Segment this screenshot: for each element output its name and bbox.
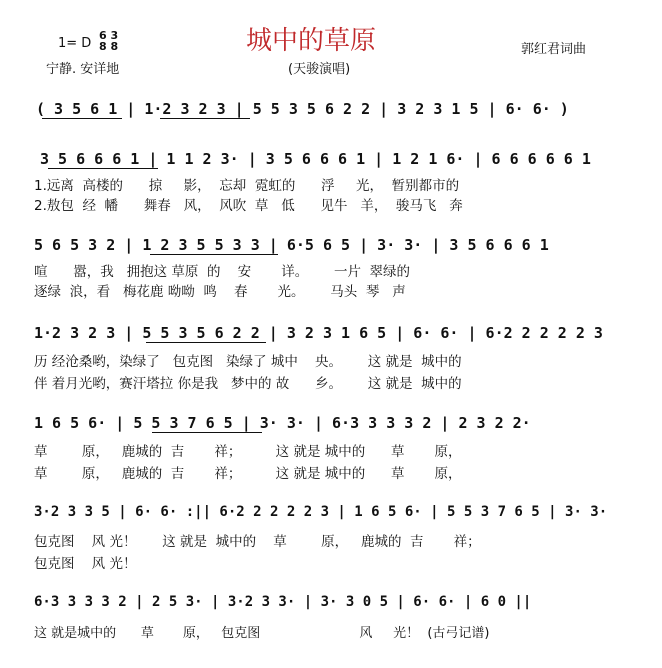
lyric-row-7-verse-1: 这 就是城中的 草 原， 包克图 风 光！ (古弓记谱): [34, 626, 490, 641]
notation-row-4: 1·2 3 2 3 | 5 5 3 5 6 2 2 | 3 2 3 1 6 5 | 6· 6· | 6·2 2 2 2 2 3: [34, 324, 603, 342]
tempo-marking: 宁静. 安详地: [46, 62, 120, 77]
lyric-row-4-verse-1: 历 经沧桑哟，染绿了 包克图 染绿了 城中 央。 这 就是 城中的: [34, 354, 462, 370]
author-credit: 郭红君词曲: [521, 42, 587, 57]
lyric-row-3-verse-2: 逐绿 浪，看 梅花鹿 呦呦 鸣 春 光。 马头 琴 声: [34, 284, 406, 300]
lyric-row-3-verse-1: 喧 嚣，我 拥抱这 草原 的 安 详。 一片 翠绿的: [34, 264, 411, 280]
key-signature: 1= D: [58, 36, 92, 51]
lyric-row-4-verse-2: 伴 着月光哟，赛汗塔拉 你是我 梦中的 故 乡。 这 就是 城中的: [34, 376, 462, 392]
lyric-row-2-verse-1: 1.远离 高楼的 掠 影， 忘却 霓虹的 浮 光， 暂别都市的: [34, 178, 460, 194]
singer-credit: (天骏演唱): [288, 62, 351, 77]
notation-row-7: 6·3 3 3 3 2 | 2 5 3· | 3·2 3 3· | 3· 3 0 5 | 6· 6· | 6 0 ||: [34, 594, 532, 610]
lyric-row-5-verse-1: 草 原， 鹿城的 吉 祥； 这 就是 城中的 草 原，: [34, 444, 462, 460]
notation-row-2: 3 5 6 6 6 1 | 1 1 2 3· | 3 5 6 6 6 1 | 1 2 1 6· | 6 6 6 6 6 1: [40, 150, 591, 168]
lyric-row-6-verse-2: 包克图 风 光！: [34, 556, 137, 572]
notation-row-3: 5 6 5 3 2 | 1 2 3 5 5 3 3 | 6·5 6 5 | 3· 3· | 3 5 6 6 6 1: [34, 236, 549, 254]
page-title: 城中的草原: [246, 26, 377, 56]
notation-row-6: 3·2 3 3 5 | 6· 6· :|| 6·2 2 2 2 2 3 | 1 6 5 6· | 5 5 3 7 6 5 | 3· 3·: [34, 504, 608, 520]
lyric-row-5-verse-2: 草 原， 鹿城的 吉 祥； 这 就是 城中的 草 原，: [34, 466, 462, 482]
time-signature: 6 3 8 8: [99, 29, 119, 53]
notation-row-1: ( 3 5 6 1 | 1·2 3 2 3 | 5 5 3 5 6 2 2 | 3 2 3 1 5 | 6· 6· ): [36, 100, 569, 118]
lyric-row-2-verse-2: 2.敖包 经 幡 舞春 风， 风吹 草 低 见牛 羊， 骏马飞 奔: [34, 198, 463, 214]
notation-row-5: 1 6 5 6· | 5 5 3 7 6 5 | 3· 3· | 6·3 3 3 3 2 | 2 3 2 2·: [34, 414, 531, 432]
lyric-row-6-verse-1: 包克图 风 光！ 这 就是 城中的 草 原， 鹿城的 吉 祥；: [34, 534, 481, 550]
